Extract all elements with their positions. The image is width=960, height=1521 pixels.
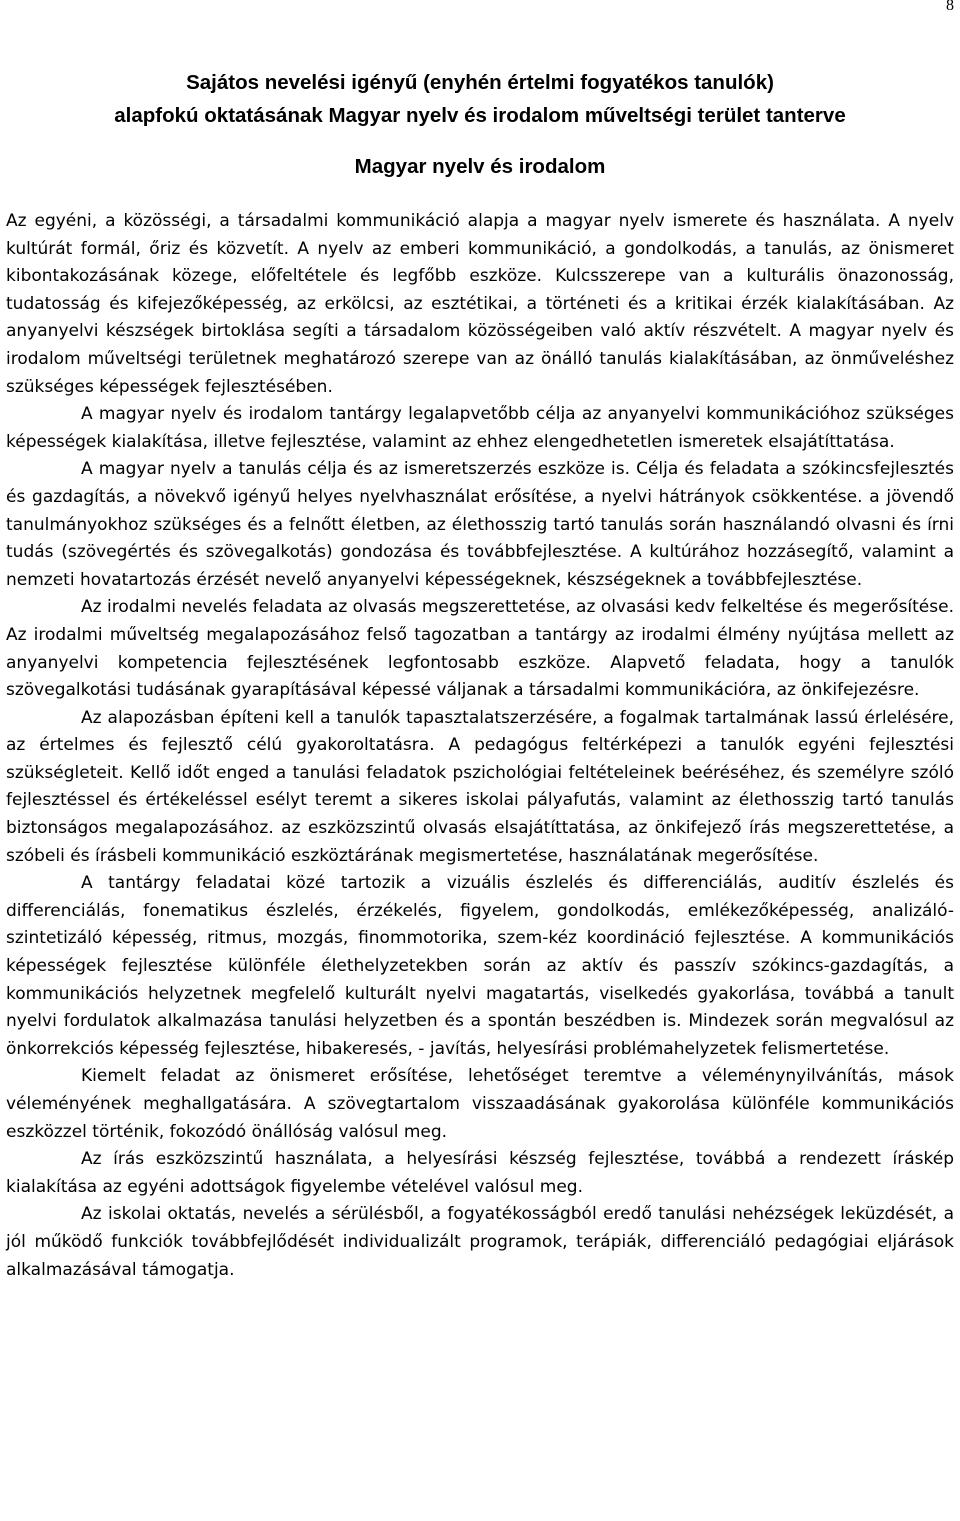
paragraph-language: A magyar nyelv a tanulás célja és az ismeretszerzés eszköze is. Célja és feladata a szókincsfejlesztés és gazdagítás, a növekvő igényű helyes nyelvhasználat erősítése, a nyelvi hátrányok csökkentése. a jövendő tanulmányokhoz szükséges és a felnőtt életben, az élethosszig tartó tanulás során használandó olvasni és írni tudás (szövegértés és szövegalkotás) gondozása és továbbfejlesztése. A kultúrához hozzásegítő, valamint a nemzeti hovatartozás érzését nevelő anyanyelvi képességeknek, készségeknek a továbbfejlesztése. xyxy=(6,459,954,590)
document-title xyxy=(0,66,960,132)
page-number: 8 xyxy=(946,0,954,14)
paragraph-tasks: A tantárgy feladatai közé tartozik a vizuális észlelés és differenciálás, auditív észlelés és differenciálás, fonematikus észlelés, érzékelés, figyelem, gondolkodás, emlékezőképesség, analizáló-szintetizáló képesség, ritmus, mozgás, finommotorika, szem-kéz koordináció fejlesztése. A kommunikációs képességek fejlesztése különféle élethelyzetekben során az aktív és passzív szókincs-gazdagítás, a kommunikációs helyzetnek megfelelő kulturált nyelvi magatartás, viselkedés gyakorlása, továbbá a tanult nyelvi fordulatok alkalmazása tanulási helyzetben és a spontán beszédben is. Mindezek során megvalósul az önkorrekciós képesség fejlesztése, hibakeresés, - javítás, helyesírási problémahelyzetek felismertetése. xyxy=(6,873,954,1059)
document-title-line-2: alapfokú oktatásának Magyar nyelv és irodalom műveltségi terület tanterve xyxy=(114,104,846,127)
body-text xyxy=(6,208,954,1284)
paragraph-literature: Az irodalmi nevelés feladata az olvasás megszerettetése, az olvasási kedv felkeltése és megerősítése. Az irodalmi műveltség megalapozásához felső tagozatban a tantárgy az irodalmi élmény nyújtása mellett az anyanyelvi kompetencia fejlesztésének legfontosabb eszköze. Alapvető feladata, hogy a tanulók szövegalkotási tudásának gyarapításával képessé váljanak a társadalmi kommunikációra, az önkifejezésre. xyxy=(6,597,954,701)
paragraph-support: Az iskolai oktatás, nevelés a sérülésből, a fogyatékosságból eredő tanulási nehézségek leküzdését, a jól működő funkciók továbbfejlődését individualizált programok, terápiák, differenciáló pedagógiai eljárások alkalmazásával támogatja. xyxy=(6,1204,954,1280)
paragraph-self-knowledge: Kiemelt feladat az önismeret erősítése, lehetőséget teremtve a véleménynyilvánítás, mások véleményének meghallgatására. A szövegtartalom visszaadásának gyakorolása különféle kommunikációs eszközzel történik, fokozódó önállóság valósul meg. xyxy=(6,1066,954,1142)
document-title-line-1: Sajátos nevelési igényű (enyhén értelmi fogyatékos tanulók) xyxy=(186,71,774,94)
paragraph-writing: Az írás eszközszintű használata, a helyesírási készség fejlesztése, továbbá a rendezett íráskép kialakítása az egyéni adottságok figyelembe vételével valósul meg. xyxy=(6,1149,954,1197)
paragraph-goal: A magyar nyelv és irodalom tantárgy legalapvetőbb célja az anyanyelvi kommunikációhoz szükséges képességek kialakítása, illetve fejlesztése, valamint az ehhez elengedhetetlen ismeretek elsajátíttatása. xyxy=(6,404,954,452)
paragraph-intro: Az egyéni, a közösségi, a társadalmi kommunikáció alapja a magyar nyelv ismerete és használata. A nyelv kultúrát formál, őriz és közvetít. A nyelv az emberi kommunikáció, a gondolkodás, a tanulás, az önismeret kibontakozásának közege, előfeltétele és legfőbb eszköze. Kulcsszerepe van a kulturális önazonosság, tudatosság és kifejezőképesség, az erkölcsi, az esztétikai, a történeti és a kritikai érzék kialakításában. Az anyanyelvi készségek birtoklása segíti a társadalom közösségeiben való aktív részvételt. A magyar nyelv és irodalom műveltségi területnek meghatározó szerepe van az önálló tanulás kialakításában, az önműveléshez szükséges képességek fejlesztésében. xyxy=(6,211,954,397)
paragraph-foundation: Az alapozásban építeni kell a tanulók tapasztalatszerzésére, a fogalmak tartalmának lassú érlelésére, az értelmes és fejlesztő célú gyakoroltatásra. A pedagógus feltérképezi a tanulók egyéni fejlesztési szükségleteit. Kellő időt enged a tanulási feladatok pszichológiai feltételeinek beéréséhez, és személyre szóló fejlesztéssel és értékeléssel esélyt teremt a sikeres iskolai pályafutás, valamint az élethosszig tartó tanulás biztonságos megalapozásához. az eszközszintű olvasás elsajátíttatása, az önkifejező írás megszerettetése, a szóbeli és írásbeli kommunikáció eszköztárának megismertetése, használatának megerősítése. xyxy=(6,707,954,866)
section-heading: Magyar nyelv és irodalom xyxy=(354,155,606,178)
